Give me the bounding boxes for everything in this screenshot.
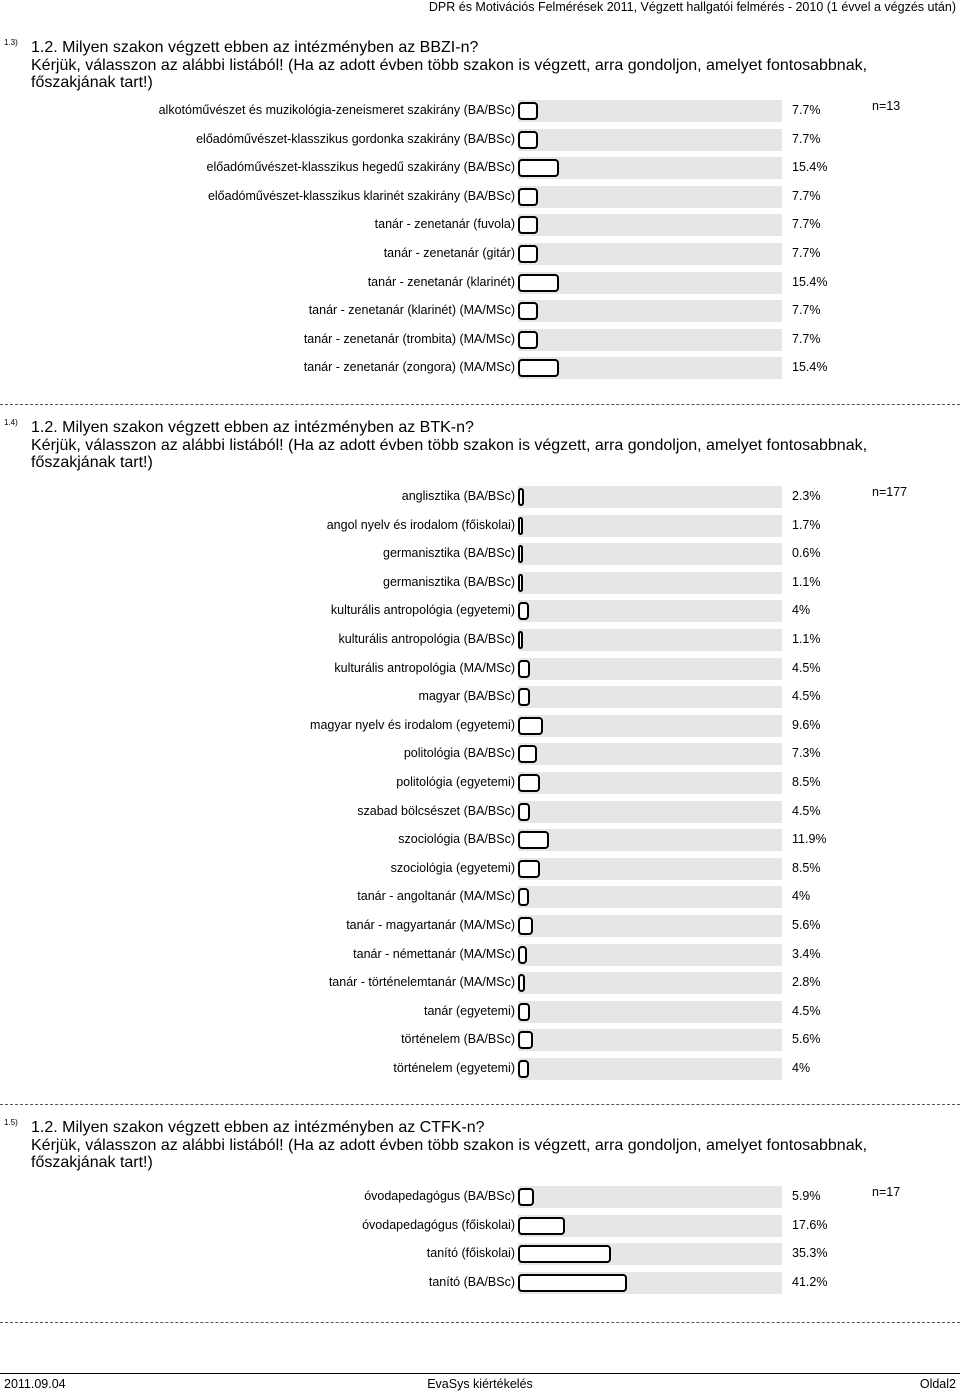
bar-track <box>518 1243 782 1265</box>
chart-row <box>0 915 960 937</box>
category-label: angol nyelv és irodalom (főiskolai) <box>326 517 515 532</box>
bar <box>518 774 540 792</box>
bar-track <box>518 243 782 265</box>
bar <box>518 688 530 706</box>
value-label: 2.3% <box>792 489 821 503</box>
question-title: 1.2. Milyen szakon végzett ebben az intézményben az BTK-n? <box>31 419 474 436</box>
bar-track <box>518 1186 782 1208</box>
value-label: 1.1% <box>792 632 821 646</box>
sample-size-label: n=13 <box>872 99 901 113</box>
bar-track <box>518 272 782 294</box>
chart-row <box>0 214 960 236</box>
bar <box>518 274 559 292</box>
bar-track <box>518 801 782 823</box>
value-label: 15.4% <box>792 360 828 375</box>
footer-rule <box>0 1373 960 1374</box>
value-label: 7.7% <box>792 246 821 260</box>
bar-track <box>518 157 782 179</box>
bar-track <box>518 486 782 508</box>
bar <box>518 1245 611 1263</box>
bar <box>518 159 559 177</box>
bar-track <box>518 915 782 937</box>
chart-row <box>0 858 960 880</box>
bar <box>518 574 523 592</box>
bar <box>518 102 538 120</box>
category-label: anglisztika (BA/BSc) <box>401 489 515 503</box>
chart-row <box>0 629 960 651</box>
category-label: történelem (egyetemi) <box>393 1061 515 1075</box>
chart-row <box>0 300 960 322</box>
bar <box>518 917 533 935</box>
bar-track <box>518 357 782 379</box>
bar-track <box>518 600 782 622</box>
category-label: óvodapedagógus (főiskolai) <box>362 1217 515 1232</box>
category-label: tanár - zenetanár (trombita) (MA/MSc) <box>303 331 515 346</box>
category-label: tanár - némettanár (MA/MSc) <box>353 946 515 961</box>
chart-row <box>0 1272 960 1294</box>
category-label: germanisztika (BA/BSc) <box>383 546 515 561</box>
bar <box>518 1031 533 1049</box>
section-separator <box>0 1104 960 1105</box>
section-number: 1.5) <box>4 1118 18 1127</box>
section-number: 1.4) <box>4 418 18 427</box>
chart-row <box>0 329 960 351</box>
chart-row <box>0 944 960 966</box>
bar-track <box>518 100 782 122</box>
bar-track <box>518 1001 782 1023</box>
question-title: 1.2. Milyen szakon végzett ebben az intézményben az BBZI-n? <box>31 39 479 56</box>
question-instructions: Kérjük, válasszon az alábbi listából! (Ha az adott évben több szakon is végzett, arra gondoljon, amelyet fontosabbnak, főszakjának tart!) <box>31 437 868 471</box>
value-label: 15.4% <box>792 160 828 175</box>
bar-track <box>518 515 782 537</box>
question-title: 1.2. Milyen szakon végzett ebben az intézményben az CTFK-n? <box>31 1119 485 1136</box>
category-label: tanár - magyartanár (MA/MSc) <box>346 918 515 932</box>
bar-track <box>518 543 782 565</box>
chart-row <box>0 1001 960 1023</box>
bar <box>518 1060 529 1078</box>
bar <box>518 803 530 821</box>
bar <box>518 974 525 992</box>
category-label: politológia (BA/BSc) <box>403 746 515 761</box>
bar-track <box>518 1029 782 1051</box>
chart-row <box>0 600 960 622</box>
bar <box>518 131 538 149</box>
chart-row <box>0 572 960 594</box>
bar-track <box>518 629 782 651</box>
category-label: tanár - zenetanár (klarinét) <box>367 274 515 289</box>
bar-track <box>518 1272 782 1294</box>
chart-row <box>0 715 960 737</box>
bar <box>518 331 538 349</box>
value-label: 2.8% <box>792 975 821 990</box>
category-label: szabad bölcsészet (BA/BSc) <box>357 803 515 818</box>
chart-row <box>0 1058 960 1080</box>
question-instructions: Kérjük, válasszon az alábbi listából! (Ha az adott évben több szakon is végzett, arra gondoljon, amelyet fontosabbnak, főszakjának tart!) <box>31 1137 868 1171</box>
category-label: magyar (BA/BSc) <box>418 689 515 704</box>
bar <box>518 831 549 849</box>
value-label: 4.5% <box>792 803 821 818</box>
value-label: 7.7% <box>792 131 821 146</box>
chart-row <box>0 272 960 294</box>
chart-row <box>0 886 960 908</box>
category-label: történelem (BA/BSc) <box>401 1032 515 1047</box>
category-label: előadóművészet-klasszikus gordonka szakirány (BA/BSc) <box>196 131 515 146</box>
bar-track <box>518 329 782 351</box>
bar <box>518 188 538 206</box>
category-label: alkotóművészet és muzikológia-zeneismeret szakirány (BA/BSc) <box>158 103 515 117</box>
chart-row <box>0 157 960 179</box>
sample-size-label: n=17 <box>872 1185 901 1199</box>
category-label: tanár - történelemtanár (MA/MSc) <box>328 975 515 990</box>
bar <box>518 517 523 535</box>
bar-track <box>518 972 782 994</box>
chart-row <box>0 186 960 208</box>
bar-track <box>518 1215 782 1237</box>
bar <box>518 888 529 906</box>
bar <box>518 745 537 763</box>
category-label: tanár - zenetanár (fuvola) <box>374 217 515 232</box>
question-instructions: Kérjük, válasszon az alábbi listából! (Ha az adott évben több szakon is végzett, arra gondoljon, amelyet fontosabbnak, főszakjának tart!) <box>31 57 868 91</box>
value-label: 5.6% <box>792 1032 821 1047</box>
value-label: 9.6% <box>792 717 821 732</box>
category-label: előadóművészet-klasszikus hegedű szakirány (BA/BSc) <box>206 160 515 175</box>
value-label: 7.7% <box>792 331 821 346</box>
chart-row <box>0 1029 960 1051</box>
page-header-title: DPR és Motivációs Felmérések 2011, Végzett hallgatói felmérés - 2010 (1 évvel a végzés után) <box>428 0 956 14</box>
category-label: tanár - angoltanár (MA/MSc) <box>357 889 515 904</box>
category-label: tanító (BA/BSc) <box>428 1274 515 1289</box>
category-label: szociológia (BA/BSc) <box>398 832 515 847</box>
chart-row <box>0 972 960 994</box>
bar-track <box>518 572 782 594</box>
section-number: 1.3) <box>4 38 18 47</box>
chart-row <box>0 743 960 765</box>
bar-track <box>518 944 782 966</box>
footer-page-number: Oldal2 <box>919 1377 956 1391</box>
chart-row <box>0 658 960 680</box>
value-label: 7.3% <box>792 746 821 761</box>
bar <box>518 1188 534 1206</box>
bar-track <box>518 858 782 880</box>
bar <box>518 1003 530 1021</box>
value-label: 4% <box>792 1061 811 1075</box>
bar <box>518 1274 627 1292</box>
chart-row <box>0 686 960 708</box>
category-label: kulturális antropológia (egyetemi) <box>330 603 515 618</box>
category-label: előadóművészet-klasszikus klarinét szakirány (BA/BSc) <box>207 188 515 203</box>
value-label: 1.7% <box>792 517 821 532</box>
value-label: 4% <box>792 889 811 904</box>
footer-center-text: EvaSys kiértékelés <box>427 1377 533 1391</box>
bar-track <box>518 829 782 851</box>
bar <box>518 946 527 964</box>
category-label: kulturális antropológia (MA/MSc) <box>334 660 515 675</box>
bar <box>518 245 538 263</box>
bar <box>518 1217 565 1235</box>
category-label: kulturális antropológia (BA/BSc) <box>338 632 515 646</box>
category-label: magyar nyelv és irodalom (egyetemi) <box>310 717 515 732</box>
sample-size-label: n=177 <box>872 485 908 499</box>
category-label: óvodapedagógus (BA/BSc) <box>364 1189 515 1203</box>
category-label: tanár - zenetanár (gitár) <box>383 246 515 260</box>
section-separator <box>0 404 960 405</box>
category-label: tanár - zenetanár (klarinét) (MA/MSc) <box>308 303 515 318</box>
chart-row <box>0 543 960 565</box>
footer-date: 2011.09.04 <box>4 1377 66 1391</box>
value-label: 4.5% <box>792 660 821 675</box>
value-label: 17.6% <box>792 1217 828 1232</box>
bar-track <box>518 658 782 680</box>
chart-row <box>0 1243 960 1265</box>
page-footer <box>0 1377 960 1393</box>
chart-row <box>0 1186 960 1208</box>
bar <box>518 488 524 506</box>
bar <box>518 216 538 234</box>
chart-row <box>0 829 960 851</box>
bar <box>518 602 529 620</box>
bar-track <box>518 772 782 794</box>
category-label: szociológia (egyetemi) <box>390 860 515 875</box>
bar <box>518 359 559 377</box>
bar-track <box>518 1058 782 1080</box>
value-label: 0.6% <box>792 546 821 561</box>
value-label: 7.7% <box>792 188 821 203</box>
bar <box>518 717 543 735</box>
bar-track <box>518 715 782 737</box>
value-label: 4.5% <box>792 1003 821 1018</box>
bar-track <box>518 886 782 908</box>
value-label: 3.4% <box>792 946 821 961</box>
bar-track <box>518 129 782 151</box>
value-label: 5.6% <box>792 918 821 932</box>
chart-row <box>0 243 960 265</box>
section-separator <box>0 1322 960 1323</box>
category-label: tanár (egyetemi) <box>423 1003 515 1018</box>
value-label: 1.1% <box>792 574 821 589</box>
chart-row <box>0 486 960 508</box>
bar <box>518 631 523 649</box>
value-label: 5.9% <box>792 1189 821 1203</box>
chart-row <box>0 129 960 151</box>
value-label: 8.5% <box>792 860 821 875</box>
bar-track <box>518 186 782 208</box>
value-label: 4.5% <box>792 689 821 704</box>
bar <box>518 302 538 320</box>
bar-track <box>518 300 782 322</box>
category-label: politológia (egyetemi) <box>396 775 515 789</box>
category-label: germanisztika (BA/BSc) <box>383 574 515 589</box>
value-label: 11.9% <box>792 832 827 847</box>
value-label: 7.7% <box>792 103 821 117</box>
chart-row <box>0 100 960 122</box>
value-label: 4% <box>792 603 811 618</box>
chart-row <box>0 515 960 537</box>
value-label: 15.4% <box>792 274 828 289</box>
bar-track <box>518 214 782 236</box>
value-label: 7.7% <box>792 303 821 318</box>
value-label: 41.2% <box>792 1274 828 1289</box>
value-label: 7.7% <box>792 217 821 232</box>
bar <box>518 860 540 878</box>
value-label: 8.5% <box>792 775 821 789</box>
bar <box>518 660 530 678</box>
chart-row <box>0 801 960 823</box>
chart-row <box>0 357 960 379</box>
chart-row <box>0 772 960 794</box>
category-label: tanító (főiskolai) <box>426 1246 515 1261</box>
bar-track <box>518 743 782 765</box>
bar-track <box>518 686 782 708</box>
chart-row <box>0 1215 960 1237</box>
bar <box>518 545 523 563</box>
value-label: 35.3% <box>792 1246 828 1261</box>
category-label: tanár - zenetanár (zongora) (MA/MSc) <box>303 360 515 375</box>
